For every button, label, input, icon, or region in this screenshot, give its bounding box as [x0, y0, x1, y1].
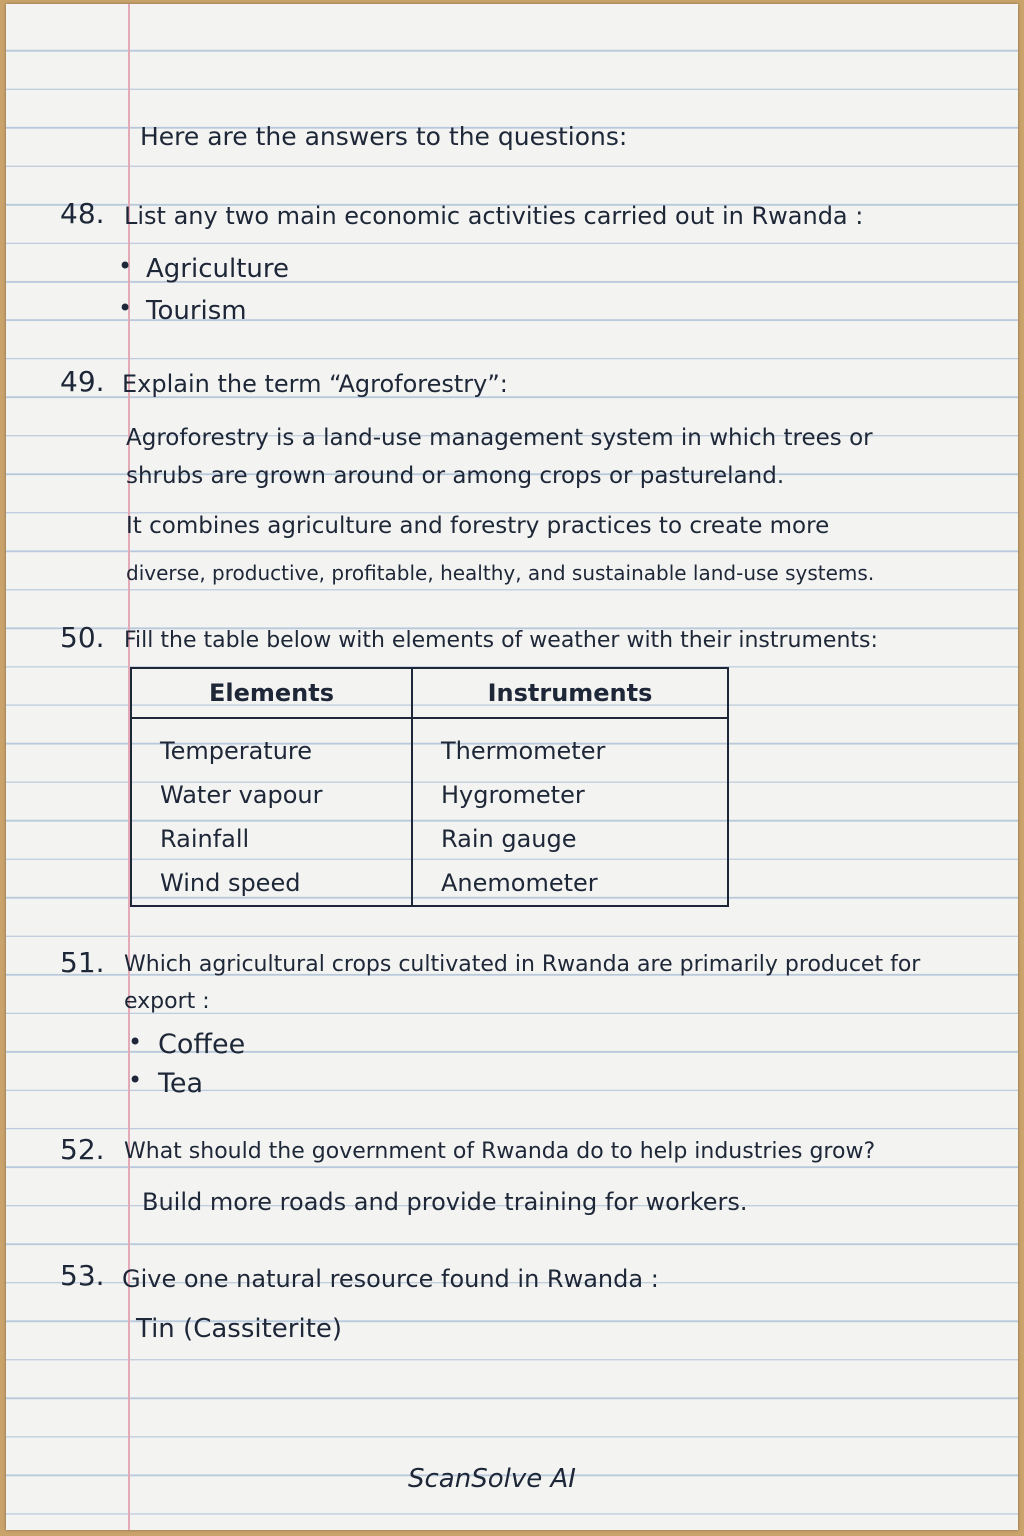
table-row: [131, 817, 728, 861]
bullet: •: [118, 252, 133, 280]
question-51-line-2: export :: [124, 989, 210, 1014]
answer-49-line-1: Agroforestry is a land-use management system in which trees or: [126, 425, 873, 451]
question-number-52: 52.: [60, 1133, 105, 1166]
question-51-line-1: Which agricultural crops cultivated in Rwanda are primarily producet for: [124, 952, 921, 977]
answer-49-line-3: It combines agriculture and forestry practices to create more: [126, 513, 830, 539]
header-instruments: Instruments: [412, 668, 728, 718]
intro-text: Here are the answers to the questions:: [140, 122, 628, 151]
element-cell: Water vapour: [160, 781, 323, 809]
answer-48-1: Agriculture: [146, 254, 289, 284]
question-number-53: 53.: [60, 1259, 105, 1292]
answer-49-line-4: diverse, productive, profitable, healthy, and sustainable land-use systems.: [126, 561, 875, 585]
bullet: •: [128, 1028, 143, 1056]
notebook-page: [6, 4, 1018, 1530]
answer-52: Build more roads and provide training for workers.: [142, 1188, 748, 1216]
instrument-cell: Hygrometer: [412, 773, 728, 817]
table-header-row: [131, 668, 728, 718]
question-50: Fill the table below with elements of weather with their instruments:: [124, 628, 878, 653]
instrument-cell: Anemometer: [412, 861, 728, 906]
question-number-49: 49.: [60, 365, 105, 398]
element-cell: Wind speed: [160, 869, 301, 897]
header-elements: Elements: [131, 668, 412, 718]
question-number-50: 50.: [60, 621, 105, 654]
instrument-cell: Rain gauge: [412, 817, 728, 861]
answer-48-2: Tourism: [146, 296, 247, 326]
answer-53: Tin (Cassiterite): [136, 1314, 343, 1344]
element-cell: Rainfall: [160, 825, 250, 853]
question-number-51: 51.: [60, 946, 105, 979]
weather-table: [130, 667, 729, 907]
footer-brand: ScanSolve AI: [408, 1464, 576, 1494]
question-52: What should the government of Rwanda do to help industries grow?: [124, 1139, 876, 1164]
answer-51-1: Coffee: [158, 1029, 246, 1060]
element-cell: Temperature: [160, 737, 313, 765]
question-49: Explain the term “Agroforestry”:: [122, 370, 508, 398]
table-row: [131, 861, 728, 906]
question-53: Give one natural resource found in Rwanda :: [122, 1265, 659, 1293]
question-number-48: 48.: [60, 197, 105, 230]
table-row: [131, 718, 728, 773]
question-48: List any two main economic activities carried out in Rwanda :: [124, 202, 864, 230]
instrument-cell: Thermometer: [412, 718, 728, 773]
bullet: •: [128, 1066, 143, 1094]
bullet: •: [118, 294, 133, 322]
table-row: [131, 773, 728, 817]
answer-49-line-2: shrubs are grown around or among crops or pastureland.: [126, 463, 785, 489]
answer-51-2: Tea: [158, 1068, 204, 1099]
